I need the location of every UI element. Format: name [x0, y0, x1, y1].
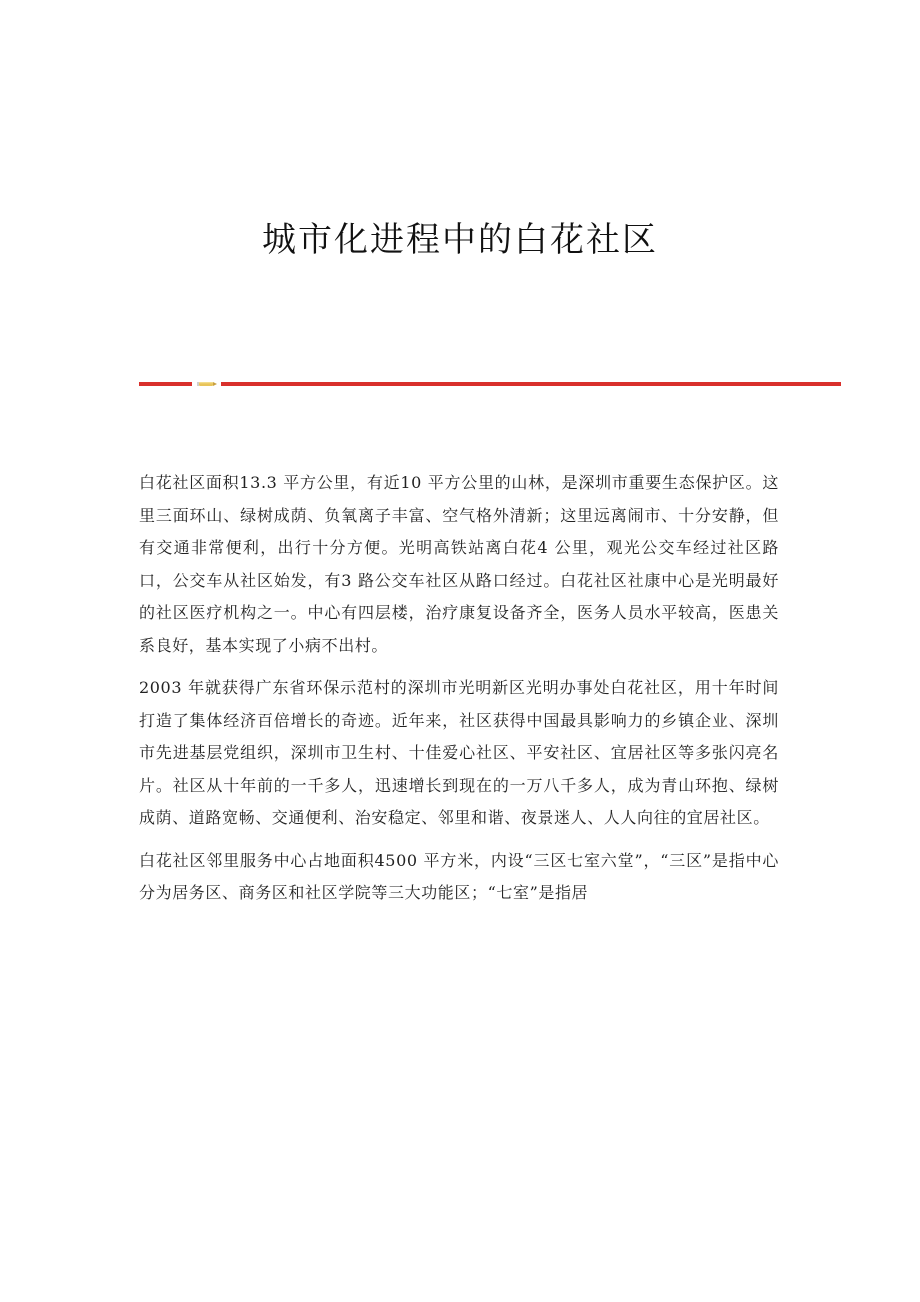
paragraph-3: 白花社区邻里服务中心占地面积4500 平方米，内设“三区七室六堂”，“三区”是指中心分为居务区、商务区和社区学院等三大功能区；“七室”是指居 — [139, 850, 779, 902]
paragraph-2: 2003 年就获得广东省环保示范村的深圳市光明新区光明办事处白花社区，用十年时间打造了集体经济百倍增长的奇迹。近年来，社区获得中国最具影响力的乡镇企业、深圳市先进基层党组织，深圳市卫生村、十佳爱心社区、平安社区、宜居社区等多张闪亮名片。社区从十年前的一千多人，迅速增长到现在的一万八千多人，成为青山环抱、绿树成荫、道路宽畅、交通便利、治安稳定、邻里和谐、夜景迷人、人人向往的宜居社区。 — [139, 678, 779, 827]
pencil-ornament-icon — [197, 380, 217, 388]
divider-line-right — [221, 382, 841, 386]
divider-line-left — [139, 382, 192, 386]
title-divider — [139, 380, 841, 388]
article-body — [139, 467, 779, 920]
paragraph-1: 白花社区面积13.3 平方公里，有近10 平方公里的山林，是深圳市重要生态保护区。这里三面环山、绿树成荫、负氧离子丰富、空气格外清新；这里远离闹市、十分安静，但有交通非常便利，出行十分方便。光明高铁站离白花4 公里，观光公交车经过社区路口，公交车从社区始发，有3 路公交车社区从路口经过。白花社区社康中心是光明最好的社区医疗机构之一。中心有四层楼，治疗康复设备齐全，医务人员水平较高，医患关系良好，基本实现了小病不出村。 — [139, 473, 779, 655]
page-title: 城市化进程中的白花社区 — [262, 220, 658, 260]
